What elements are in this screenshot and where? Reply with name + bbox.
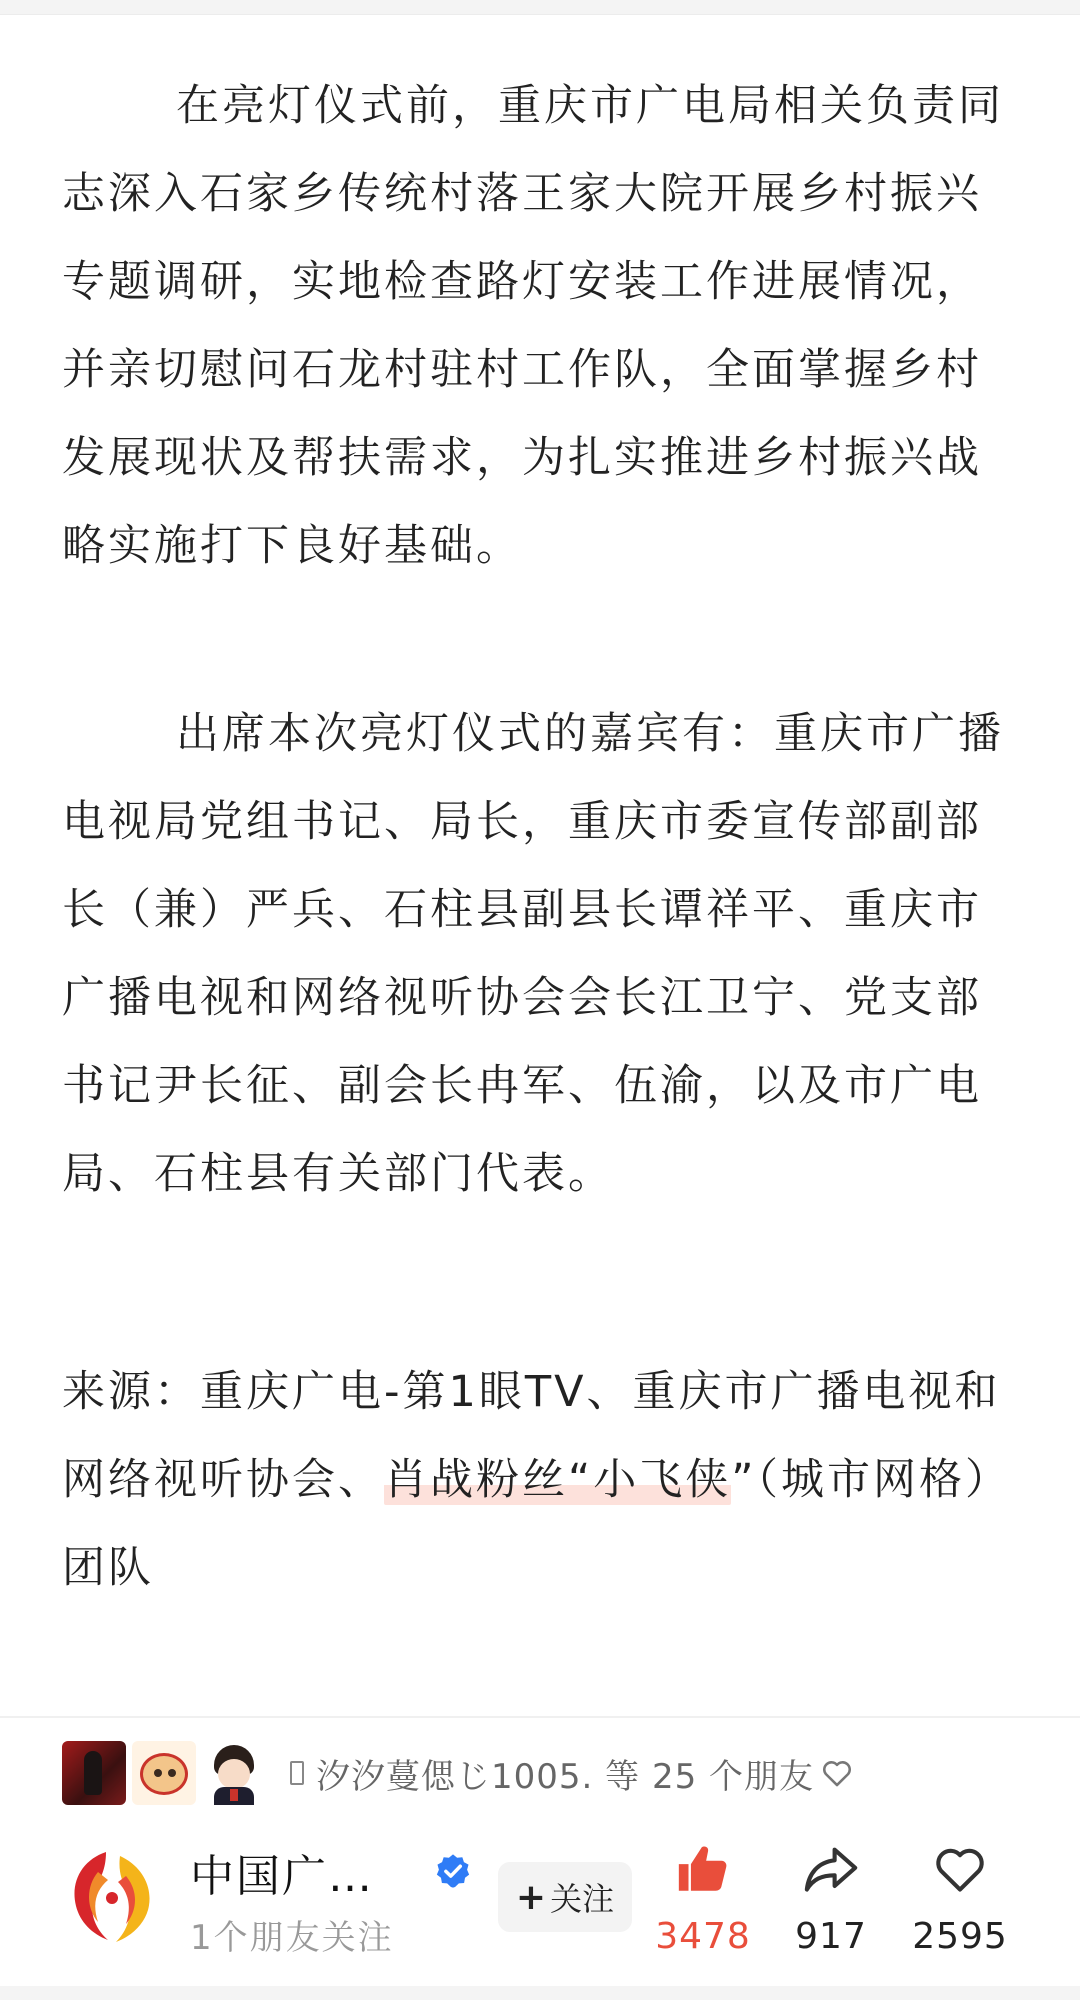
section-divider bbox=[0, 1716, 1080, 1718]
article-paragraph-2: 出席本次亮灯仪式的嘉宾有：重庆市广播电视局党组书记、局长，重庆市委宣传部副部长（兼）严兵、石柱县副县长谭祥平、重庆市广播电视和网络视听协会会长江卫宁、党支部书记尹长征、副会长冉军、伍渝，以及市广电局、石柱县有关部门代表。 bbox=[62, 709, 1004, 1199]
share-arrow-icon bbox=[801, 1840, 861, 1898]
heart-outline-icon bbox=[820, 1756, 854, 1790]
friend-avatar-1[interactable] bbox=[62, 1741, 126, 1805]
article-paragraph-1: 在亮灯仪式前，重庆市广电局相关负责同志深入石家乡传统村落王家大院开展乡村振兴专题调研，实地检查路灯安装工作进展情况，并亲切慰问石龙村驻村工作队，全面掌握乡村发展现状及帮扶需求，为扎实推进乡村振兴战略实施打下良好基础。 bbox=[62, 81, 1004, 571]
account-friends-following: 1个朋友关注 bbox=[190, 1918, 394, 1958]
top-divider bbox=[0, 0, 1080, 15]
bottom-action-bar bbox=[0, 1818, 1080, 1968]
follow-button[interactable] bbox=[498, 1862, 632, 1932]
share-button[interactable] bbox=[776, 1840, 886, 1957]
article-source: 来源：重庆广电-第1眼TV、重庆市广播电视和网络视听协会、肖战粉丝“小飞侠”（城市网格）团队 bbox=[62, 1367, 1012, 1593]
bottom-edge bbox=[0, 1986, 1080, 2000]
friend-avatar-2[interactable] bbox=[132, 1741, 196, 1805]
thumbs-up-icon bbox=[673, 1840, 733, 1898]
highlighted-mention[interactable]: 肖战粉丝“小飞侠 bbox=[384, 1455, 732, 1505]
friends-liked-text[interactable]: 汐汐蔓偲じ1005. 等 25 个朋友 bbox=[290, 1749, 854, 1798]
follow-label: 关注 bbox=[550, 1880, 615, 1918]
favorite-button[interactable] bbox=[905, 1840, 1015, 1957]
account-logo[interactable] bbox=[62, 1842, 162, 1952]
like-count: 3478 bbox=[655, 1916, 751, 1957]
share-count: 917 bbox=[795, 1916, 867, 1957]
heart-icon bbox=[930, 1840, 990, 1898]
placeholder-glyph-icon bbox=[290, 1761, 304, 1785]
verified-badge-icon bbox=[434, 1852, 472, 1890]
friend-avatar-3[interactable] bbox=[202, 1741, 266, 1805]
account-name[interactable]: 中国广… bbox=[190, 1851, 374, 1902]
plus-icon: + bbox=[515, 1876, 547, 1918]
like-button[interactable] bbox=[648, 1840, 758, 1957]
favorite-count: 2595 bbox=[912, 1916, 1008, 1957]
friends-liked-row[interactable] bbox=[62, 1740, 854, 1806]
